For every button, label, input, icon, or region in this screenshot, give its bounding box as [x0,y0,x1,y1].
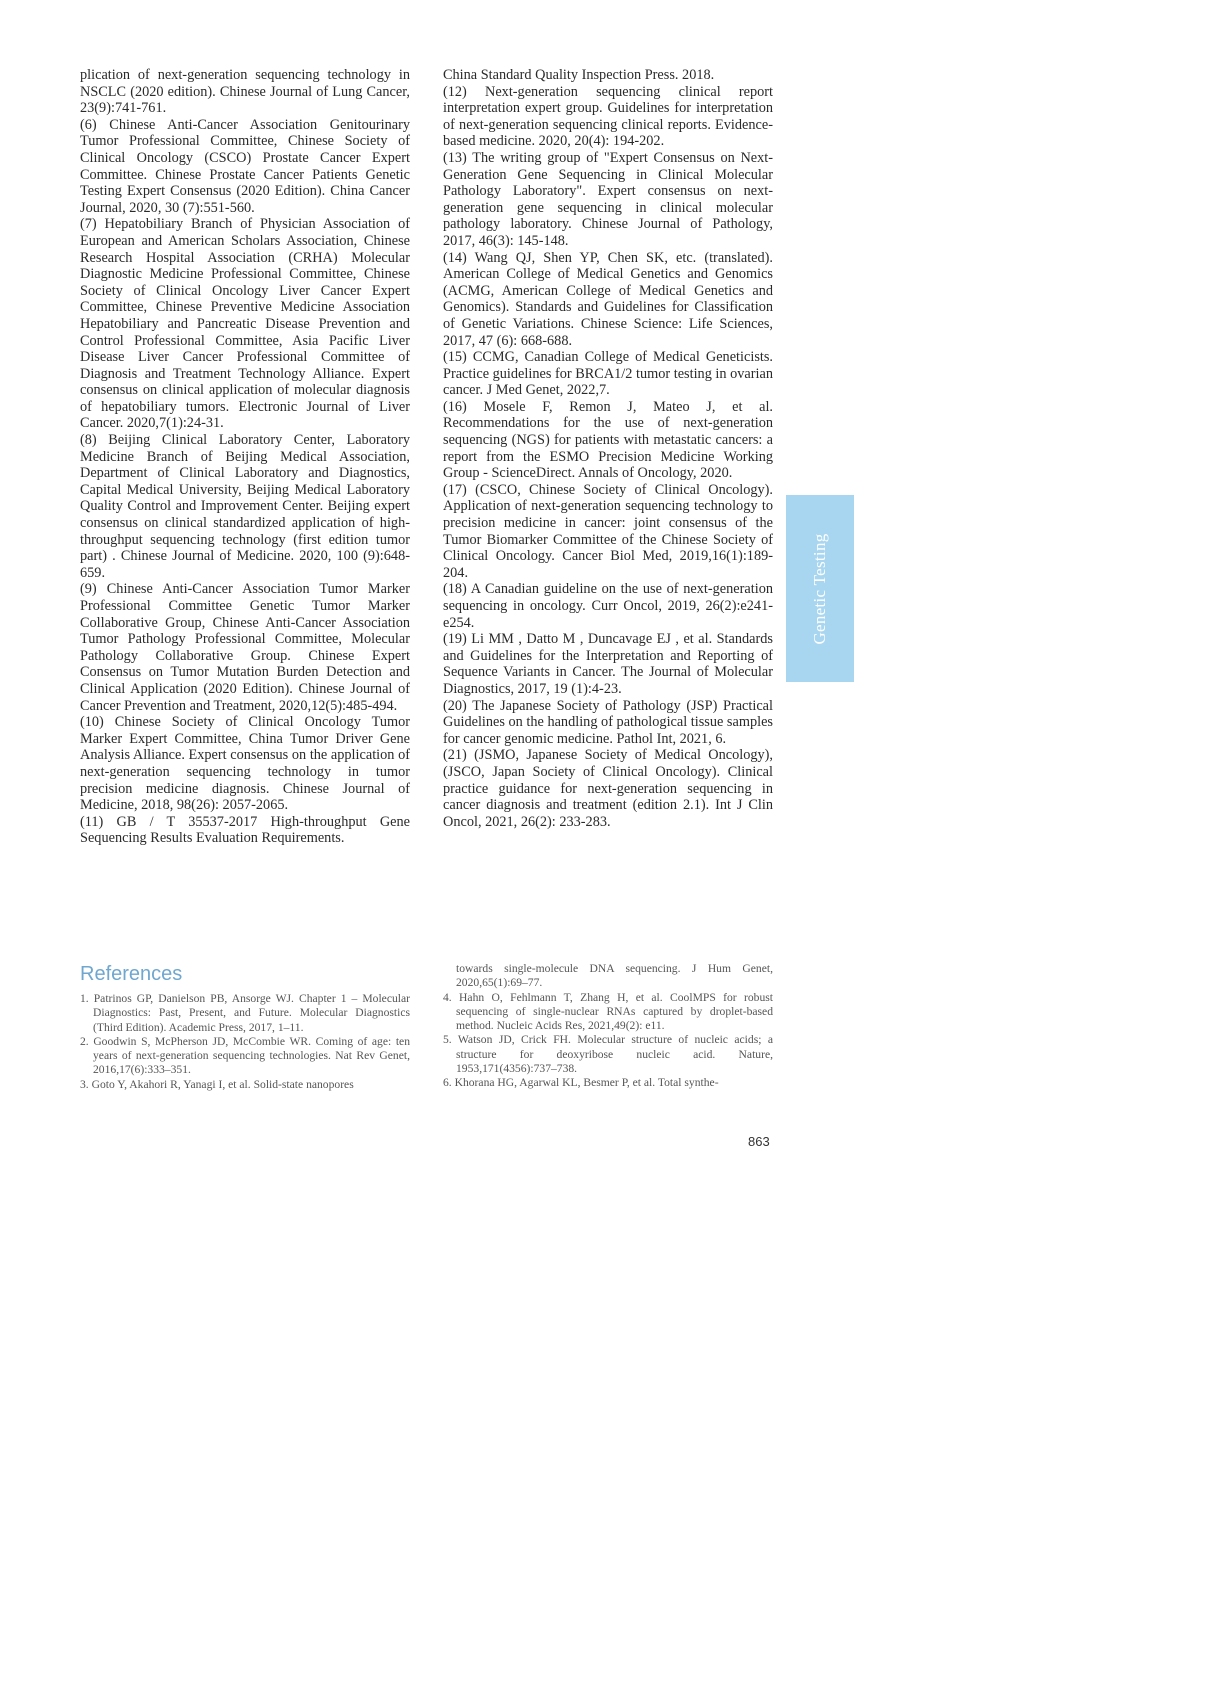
reference-entry: (10) Chinese Society of Clinical Oncology Tumor Marker Expert Committee, China Tumor Driver Gene Analysis Alliance. Expert consensus on the application of next-generation sequencing technology in tumor precision medicine diagnosis. Chinese Journal of Medicine, 2018, 98(26): 2057-2065. [80,714,410,814]
reference-entry: (14) Wang QJ, Shen YP, Chen SK, etc. (translated). American College of Medical Genetics and Genomics (ACMG, American College of Medical Genetics and Genomics). Standards and Guidelines for Classification of Genetic Variations. Chinese Science: Life Sciences, 2017, 47 (6): 668-688. [443,249,773,349]
page-number: 863 [748,1134,770,1149]
reference-item-continued: towards single-molecule DNA sequencing. J Hum Genet, 2020,65(1):69–77. [456,962,773,990]
reference-item: 2. Goodwin S, McPherson JD, McCombie WR. Coming of age: ten years of next-generation sequencing technologies. Nat Rev Genet, 2016,17(6):333–351. [80,1034,410,1077]
reference-item: 5. Watson JD, Crick FH. Molecular structure of nucleic acids; a structure for deoxyribose nucleic acid. Nature, 1953,171(4356):737–738. [443,1033,773,1076]
reference-entry: plication of next-generation sequencing technology in NSCLC (2020 edition). Chinese Journal of Lung Cancer, 23(9):741-761. [80,67,410,117]
reference-item: 1. Patrinos GP, Danielson PB, Ansorge WJ. Chapter 1 – Molecular Diagnostics: Past, Present, and Future. Molecular Diagnostics (Third Edition). Academic Press, 2017, 1–11. [80,992,410,1034]
reference-entry: (6) Chinese Anti-Cancer Association Genitourinary Tumor Professional Committee, Chinese Society of Clinical Oncology (CSCO) Prostate Cancer Expert Committee. Chinese Prostate Cancer Patients Genetic Testing Expert Consensus (2020 Edition). China Cancer Journal, 2020, 30 (7):551-560. [80,116,410,216]
references-right-column [443,962,773,1091]
references-heading: References [80,963,183,985]
upper-left-column [80,67,410,847]
reference-item: 3. Goto Y, Akahori R, Yanagi I, et al. Solid-state nanopores [80,1077,354,1091]
reference-entry: (13) The writing group of "Expert Consensus on Next-Generation Gene Sequencing in Clinical Molecular Pathology Laboratory". Expert consensus on next-generation gene sequencing in clinical molecular pathology laboratory. Chinese Journal of Pathology, 2017, 46(3): 145-148. [443,149,773,249]
reference-entry: (19) Li MM , Datto M , Duncavage EJ , et al. Standards and Guidelines for the Interpretation and Reporting of Sequence Variants in Cancer. The Journal of Molecular Diagnostics, 2017, 19 (1):4-23. [443,631,773,697]
reference-entry: (8) Beijing Clinical Laboratory Center, Laboratory Medicine Branch of Beijing Medical Association, Department of Clinical Laboratory and Diagnostics, Capital Medical University, Beijing Medical Laboratory Quality Control and Improvement Center. Beijing expert consensus on clinical standardized application of high-throughput sequencing technology (first edition tumor part) . Chinese Journal of Medicine. 2020, 100 (9):648-659. [80,432,410,581]
reference-entry: (11) GB / T 35537-2017 High-throughput Gene Sequencing Results Evaluation Requirements. [80,813,410,847]
references-left-column [80,992,410,1092]
reference-item: 6. Khorana HG, Agarwal KL, Besmer P, et al. Total synthe- [443,1076,719,1090]
reference-entry: China Standard Quality Inspection Press. 2018. [443,67,715,83]
reference-entry: (7) Hepatobiliary Branch of Physician Association of European and American Scholars Association, Chinese Research Hospital Association (CRHA) Molecular Diagnostic Medicine Professional Committee, Chinese Society of Clinical Oncology Liver Cancer Expert Committee, Chinese Preventive Medicine Association Hepatobiliary and Pancreatic Disease Prevention and Control Professional Committee, Asia Pacific Liver Disease Liver Cancer Professional Committee of Diagnosis and Treatment Technology Alliance. Expert consensus on clinical application of molecular diagnosis of hepatobiliary tumors. Electronic Journal of Liver Cancer. 2020,7(1):24-31. [80,216,410,432]
reference-entry: (16) Mosele F, Remon J, Mateo J, et al. Recommendations for the use of next-generation sequencing (NGS) for patients with metastatic cancers: a report from the ESMO Precision Medicine Working Group - ScienceDirect. Annals of Oncology, 2020. [443,398,773,482]
reference-entry: (20) The Japanese Society of Pathology (JSP) Practical Guidelines on the handling of pathological tissue samples for cancer genomic medicine. Pathol Int, 2021, 6. [443,697,773,747]
side-tab-label: Genetic Testing [810,532,829,645]
section-side-tab [786,495,854,682]
reference-entry: (9) Chinese Anti-Cancer Association Tumor Marker Professional Committee Genetic Tumor Marker Collaborative Group, Chinese Anti-Cancer Association Tumor Pathology Professional Committee, Molecular Pathology Collaborative Group. Chinese Expert Consensus on Tumor Mutation Burden Detection and Clinical Application (2020 Edition). Chinese Journal of Cancer Prevention and Treatment, 2020,12(5):485-494. [80,581,410,714]
reference-item: 4. Hahn O, Fehlmann T, Zhang H, et al. CoolMPS for robust sequencing of single-nuclear RNAs captured by droplet-based method. Nucleic Acids Res, 2021,49(2): e11. [443,990,773,1033]
reference-entry: (21) (JSMO, Japanese Society of Medical Oncology), (JSCO, Japan Society of Clinical Oncology). Clinical practice guidance for next-generation sequencing in cancer diagnosis and treatment (edition 2.1). Int J Clin Oncol, 2021, 26(2): 233-283. [443,747,773,830]
upper-right-column [443,67,773,830]
reference-entry: (15) CCMG, Canadian College of Medical Geneticists. Practice guidelines for BRCA1/2 tumor testing in ovarian cancer. J Med Genet, 2022,7. [443,349,773,399]
reference-entry: (12) Next-generation sequencing clinical report interpretation expert group. Guidelines for interpretation of next-generation sequencing clinical reports. Evidence-based medicine. 2020, 20(4): 194-202. [443,83,773,150]
reference-entry: (18) A Canadian guideline on the use of next-generation sequencing in oncology. Curr Oncol, 2019, 26(2):e241-e254. [443,581,773,631]
reference-entry: (17) (CSCO, Chinese Society of Clinical Oncology). Application of next-generation sequencing technology to precision medicine in cancer: joint consensus of the Tumor Biomarker Committee of the Chinese Society of Clinical Oncology. Cancer Biol Med, 2019,16(1):189-204. [443,481,773,581]
